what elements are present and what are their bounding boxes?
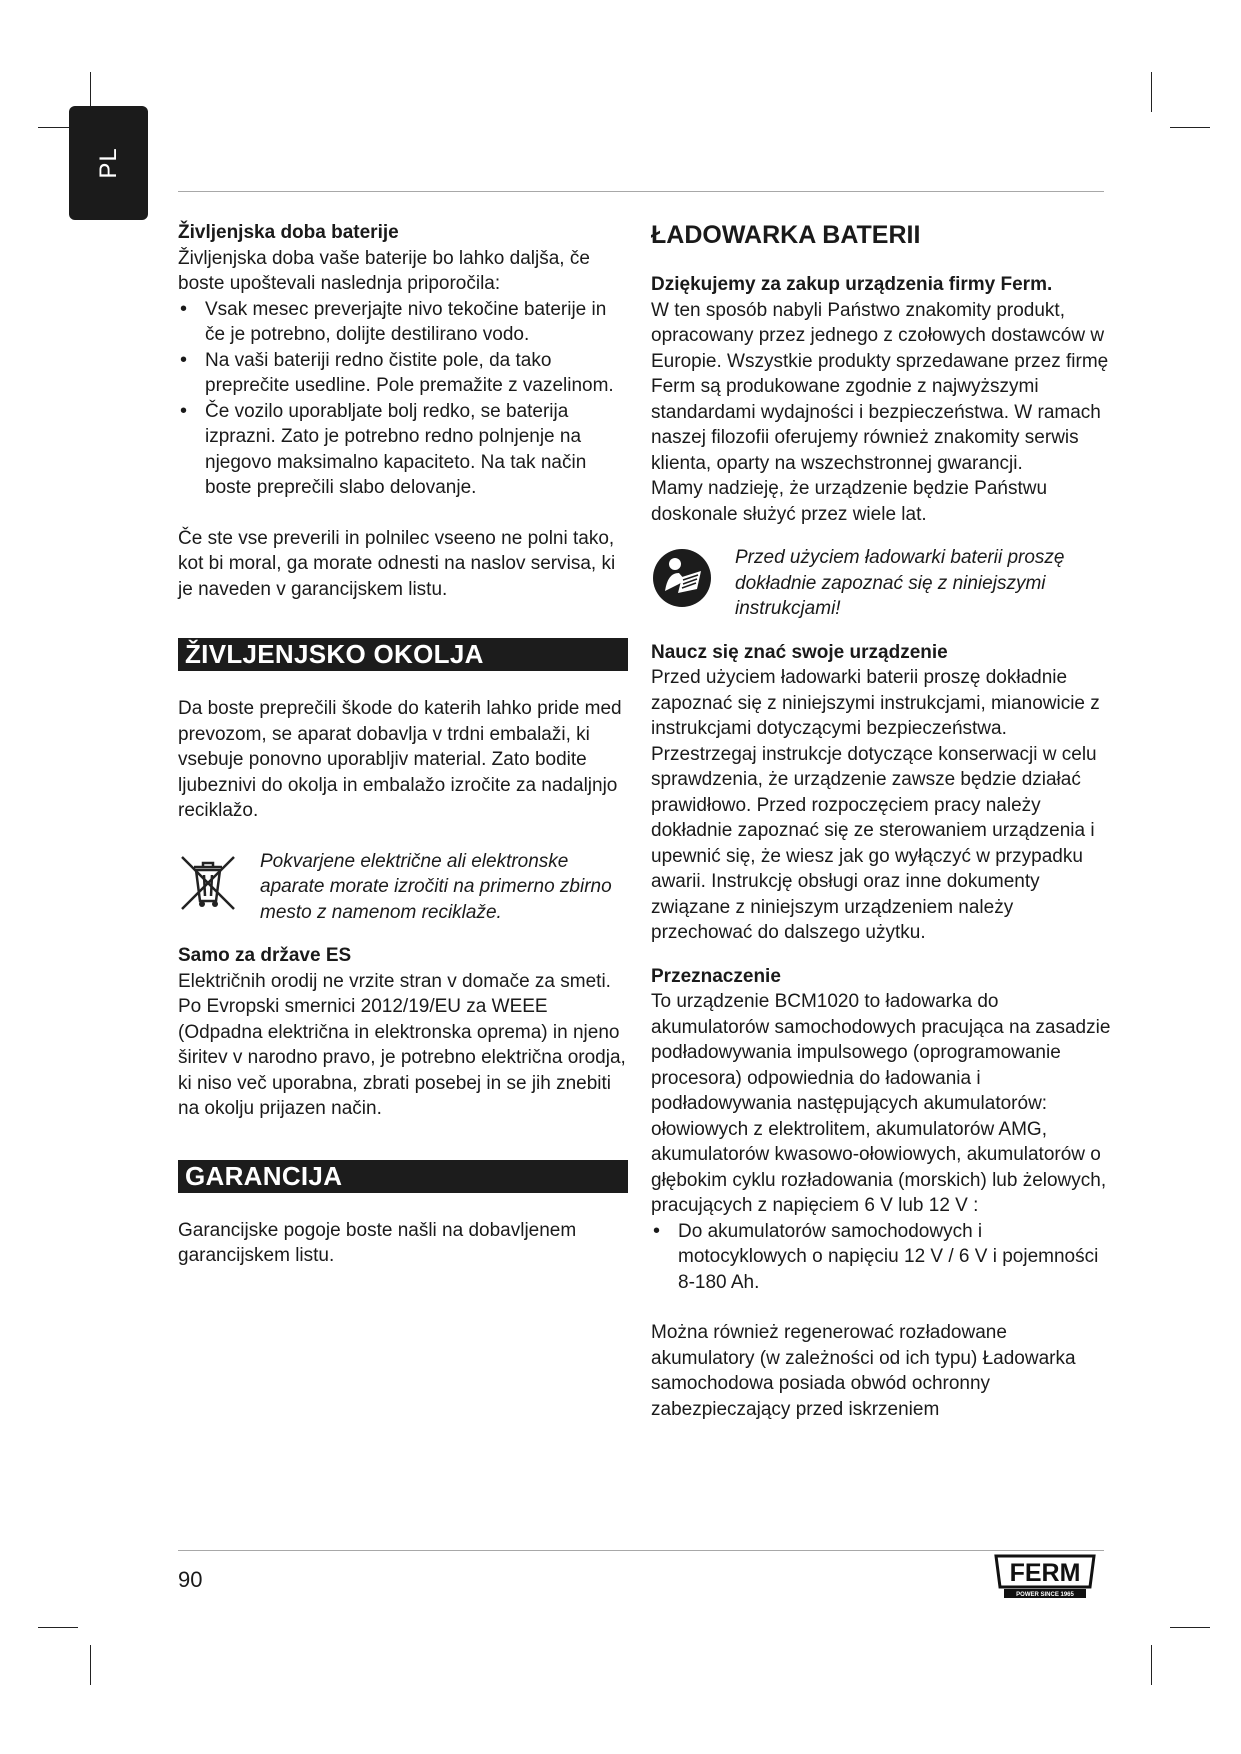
battery-life-closing: Če ste vse preverili in polnilec vseeno ne polni tako, kot bi moral, ga morate odnesti na naslov servisa, ki je naveden v garancijskem listu. <box>178 527 616 600</box>
battery-life-heading: Življenjska doba baterije <box>178 222 399 243</box>
crop-mark <box>38 1627 78 1628</box>
recycling-note <box>178 849 628 926</box>
logo-tagline: POWER SINCE 1965 <box>1016 1592 1074 1598</box>
eu-heading: Samo za države ES <box>178 945 352 966</box>
purpose-heading: Przeznaczenie <box>651 965 781 987</box>
left-column <box>178 220 628 1269</box>
list-item: • Če vozilo uporabljate bolj redko, se baterija izprazni. Zato je potrebno redno polnjenje na njegovo maksimalno kapaciteto. Na tak način boste preprečili slabo delovanje. <box>178 399 628 501</box>
crop-mark <box>1151 72 1152 112</box>
crop-mark <box>1151 1645 1152 1685</box>
crop-mark <box>1170 1627 1210 1628</box>
crop-mark <box>90 1645 91 1685</box>
environment-text: Da boste preprečili škode do katerih lahko pride med prevozom, se aparat dobavlja v trdni embalaži, ki vsebuje ponovno uporabljiv material. Zato bodite ljubeznivi do okolja in embalažo izročite za nadaljnjo reciklažo. <box>178 698 622 821</box>
warranty-title: GARANCIJA <box>178 1160 628 1193</box>
read-manual-icon <box>651 545 735 617</box>
manual-note-text: Przed użyciem ładowarki baterii proszę dokładnie zapoznać się z niniejszymi instrukcjami! <box>735 547 1065 619</box>
top-rule <box>178 191 1104 192</box>
ferm-logo <box>990 1553 1100 1600</box>
bottom-rule <box>178 1550 1104 1551</box>
eu-text: Električnih orodij ne vrzite stran v domače za smeti. Po Evropski smernici 2012/19/EU za WEEE (Odpadna električna in elektronska oprema) in njeno širitev v narodno pravo, je potrebno električna orodja, ki niso več uporabna, zbrati posebej in se jih znebiti na okolju prijazen način. <box>178 970 626 1119</box>
environment-title: ŽIVLJENJSKO OKOLJA <box>178 638 628 671</box>
crop-mark <box>1170 127 1210 128</box>
warranty-text: Garancijske pogoje boste našli na dobavljenem garancijskem listu. <box>178 1219 577 1266</box>
battery-life-intro: Življenjska doba vaše baterije bo lahko daljša, če boste upoštevali naslednja priporočila: <box>178 247 590 294</box>
hope-text: Mamy nadzieję, że urządzenie będzie Państwu doskonale służyć przez wiele lat. <box>651 478 1048 525</box>
regen-text: Można również regenerować rozładowane akumulatory (w zależności od ich typu) Ładowarka samochodowa posiada obwód ochronny zabezpieczający przed iskrzeniem <box>651 1322 1076 1420</box>
right-column <box>651 220 1111 1422</box>
list-item: • Do akumulatorów samochodowych i motocyklowych o napięciu 12 V / 6 V i pojemności 8-180 Ah. <box>651 1219 1111 1296</box>
purpose-text: To urządzenie BCM1020 to ładowarka do akumulatorów samochodowych pracująca na zasadzie podładowywania impulsowego (oprogramowanie procesora) odpowiednia do ładowania i podładowywania następujących akumulatorów: ołowiowych z elektrolitem, akumulatorów AMG, akumulatorów kwasowo-ołowiowych, akumulatorów o głębokim cyklu rozładowania (morskich) lub żelowych, pracujących z napięciem 6 V lub 12 V : <box>651 991 1111 1216</box>
battery-life-list <box>178 297 628 501</box>
list-item: • Na vaši bateriji redno čistite pole, da tako preprečite usedline. Pole premažite z vazelinom. <box>178 348 628 399</box>
language-tab <box>69 106 148 220</box>
crossed-bin-icon <box>178 849 260 921</box>
list-item: • Vsak mesec preverjajte nivo tekočine baterije in če je potrebno, dolijte destilirano vodo. <box>178 297 628 348</box>
recycling-note-text: Pokvarjene električne ali elektronske aparate morate izročiti na primerno zbirno mesto z namenom reciklaže. <box>260 850 612 923</box>
thanks-heading: Dziękujemy za zakup urządzenia firmy Ferm. <box>651 274 1053 295</box>
page-number: 90 <box>178 1567 203 1592</box>
language-tab-label: PL <box>94 147 122 179</box>
know-heading: Naucz się znać swoje urządzenie <box>651 641 948 663</box>
purpose-list <box>651 1219 1111 1296</box>
thanks-text: W ten sposób nabyli Państwo znakomity produkt, opracowany przez jednego z czołowych dostawców w Europie. Wszystkie produkty sprzedawane przez firmę Ferm są produkowane zgodnie z najwyższymi standardami wydajności i bezpieczeństwa. W ramach naszej filozofii oferujemy również znakomity serwis klienta, oparty na wszechstronnej gwarancji. <box>651 299 1109 474</box>
charger-title: ŁADOWARKA BATERII <box>651 221 921 249</box>
know-text: Przed użyciem ładowarki baterii proszę dokładnie zapoznać się z niniejszymi instrukcjami, mianowicie z instrukcjami dotyczącymi bezpieczeństwa. Przestrzegaj instrukcje dotyczące konserwacji w celu sprawdzenia, że urządzenie zawsze będzie działać prawidłowo. Przed rozpoczęciem pracy należy dokładnie zapoznać się ze sterowaniem urządzenia i upewnić się, że wiesz jak go wyłączyć w przypadku awarii. Instrukcję obsługi oraz inne dokumenty związane z niniejszym urządzeniem należy przechować do dalszego użytku. <box>651 667 1100 943</box>
manual-note <box>651 545 1111 622</box>
logo-text: FERM <box>1009 1559 1081 1587</box>
